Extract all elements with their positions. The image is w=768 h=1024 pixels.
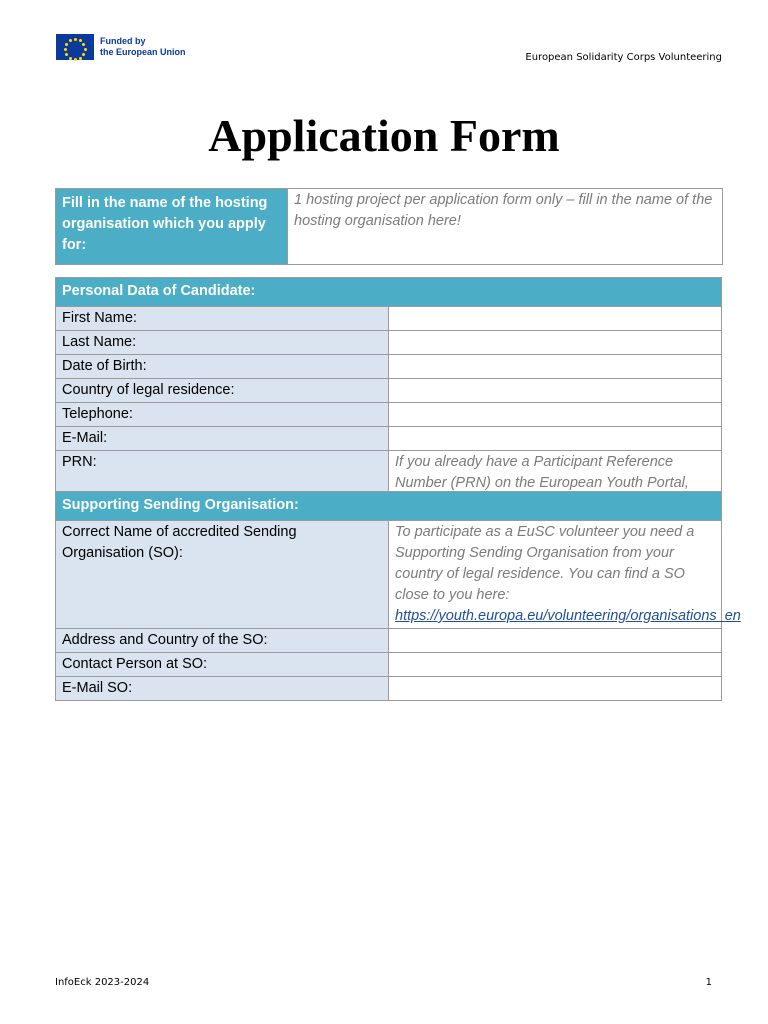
eu-funding-logo: [56, 34, 186, 60]
so-contact-person-field[interactable]: [389, 653, 722, 677]
personal-data-table: [55, 277, 722, 517]
page-number: 1: [705, 977, 712, 988]
eu-logo-line-2: the European Union: [100, 47, 186, 57]
eu-flag-icon: [56, 34, 94, 60]
hosting-organisation-row: [56, 189, 723, 265]
country-of-residence-field[interactable]: [389, 379, 722, 403]
first-name-field[interactable]: [389, 307, 722, 331]
hosting-organisation-field[interactable]: 1 hosting project per application form only – fill in the name of the hosting organisation here!: [288, 189, 723, 265]
so-address-label: Address and Country of the SO:: [56, 629, 389, 653]
table-row: [56, 379, 722, 403]
table-row: [56, 427, 722, 451]
page-header: [0, 0, 768, 80]
personal-data-heading: Personal Data of Candidate:: [56, 278, 722, 307]
so-name-field[interactable]: [389, 521, 741, 629]
table-row: [56, 331, 722, 355]
table-row: [56, 677, 722, 701]
prn-label: PRN:: [56, 451, 389, 517]
first-name-label: First Name:: [56, 307, 389, 331]
table-row: [56, 653, 722, 677]
so-name-hint: To participate as a EuSC volunteer you need a Supporting Sending Organisation from your country of legal residence. You can find a SO close to you here:: [395, 524, 695, 603]
footer-text: InfoEck 2023-2024: [55, 977, 150, 988]
so-address-field[interactable]: [389, 629, 722, 653]
hosting-organisation-label: Fill in the name of the hosting organisation which you apply for:: [56, 189, 288, 265]
country-of-residence-label: Country of legal residence:: [56, 379, 389, 403]
table-row: [56, 355, 722, 379]
personal-data-header-row: [56, 278, 722, 307]
sending-organisation-header-row: [56, 492, 722, 521]
so-email-field[interactable]: [389, 677, 722, 701]
so-contact-person-label: Contact Person at SO:: [56, 653, 389, 677]
email-field[interactable]: [389, 427, 722, 451]
table-row: [56, 307, 722, 331]
last-name-field[interactable]: [389, 331, 722, 355]
hosting-organisation-table: [55, 188, 723, 265]
email-label: E-Mail:: [56, 427, 389, 451]
eu-logo-line-1: Funded by: [100, 36, 146, 46]
telephone-label: Telephone:: [56, 403, 389, 427]
telephone-field[interactable]: [389, 403, 722, 427]
table-row: [56, 629, 722, 653]
last-name-label: Last Name:: [56, 331, 389, 355]
sending-organisation-table: [55, 491, 741, 701]
so-email-label: E-Mail SO:: [56, 677, 389, 701]
prn-field[interactable]: If you already have a Participant Reference Number (PRN) on the European Youth Portal,: [389, 451, 722, 517]
table-row: [56, 403, 722, 427]
date-of-birth-field[interactable]: [389, 355, 722, 379]
so-name-label: Correct Name of accredited Sending Organisation (SO):: [56, 521, 389, 629]
date-of-birth-label: Date of Birth:: [56, 355, 389, 379]
eu-logo-text: [100, 36, 186, 58]
so-directory-link[interactable]: https://youth.europa.eu/volunteering/organisations_en: [395, 608, 741, 624]
sending-organisation-heading: Supporting Sending Organisation:: [56, 492, 722, 521]
program-name: European Solidarity Corps Volunteering: [525, 52, 722, 63]
table-row: [56, 521, 722, 629]
page-title: Application Form: [208, 110, 560, 161]
